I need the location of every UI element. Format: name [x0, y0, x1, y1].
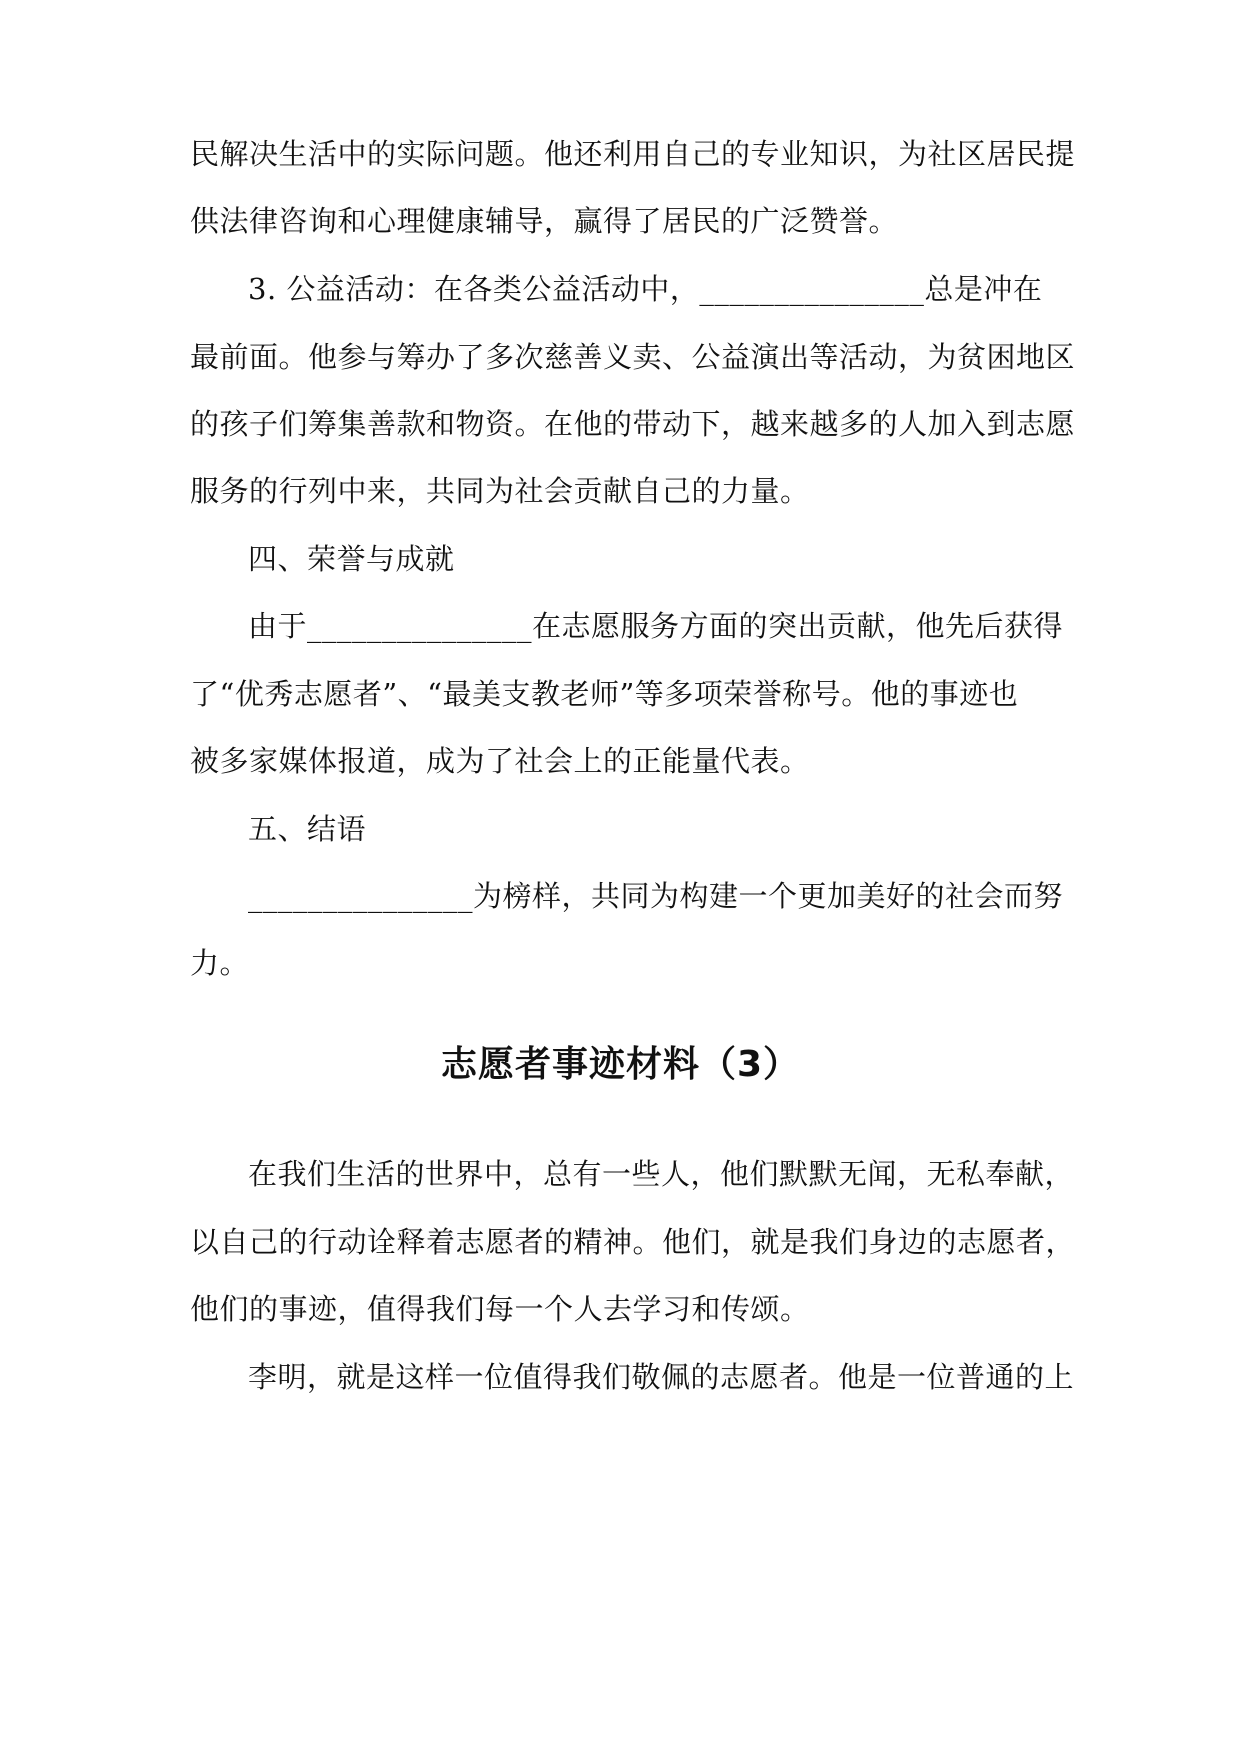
paragraph-line: 3. 公益活动：在各类公益活动中，_______________总是冲在 — [248, 272, 1043, 306]
paragraph-line: 供法律咨询和心理健康辅导，赢得了居民的广泛赞誉。 — [190, 204, 899, 238]
paragraph-line: 最前面。他参与筹办了多次慈善义卖、公益演出等活动，为贫困地区 — [190, 340, 1076, 374]
paragraph-line: 了“优秀志愿者”、“最美支教老师”等多项荣誉称号。他的事迹也 — [190, 677, 1019, 711]
section-heading: 四、荣誉与成就 — [248, 542, 455, 576]
paragraph-line: 由于_______________在志愿服务方面的突出贡献，他先后获得 — [248, 609, 1064, 643]
paragraph-line: 被多家媒体报道，成为了社会上的正能量代表。 — [190, 744, 810, 778]
document-title: 志愿者事迹材料（3） — [440, 1044, 801, 1085]
section-heading: 五、结语 — [248, 812, 367, 846]
paragraph-line: 他们的事迹，值得我们每一个人去学习和传颂。 — [190, 1292, 810, 1326]
paragraph-line: 服务的行列中来，共同为社会贡献自己的力量。 — [190, 474, 810, 508]
paragraph-line: 李明，就是这样一位值得我们敬佩的志愿者。他是一位普通的上 — [248, 1360, 1075, 1394]
paragraph-line: 以自己的行动诠释着志愿者的精神。他们，就是我们身边的志愿者， — [190, 1225, 1076, 1259]
paragraph-line: 在我们生活的世界中，总有一些人，他们默默无闻，无私奉献， — [248, 1157, 1075, 1191]
paragraph-line: 力。 — [190, 946, 250, 980]
paragraph-line: 的孩子们筹集善款和物资。在他的带动下，越来越多的人加入到志愿 — [190, 407, 1076, 441]
paragraph-line: 民解决生活中的实际问题。他还利用自己的专业知识，为社区居民提 — [190, 137, 1076, 171]
paragraph-line: _______________为榜样，共同为构建一个更加美好的社会而努 — [248, 879, 1064, 913]
